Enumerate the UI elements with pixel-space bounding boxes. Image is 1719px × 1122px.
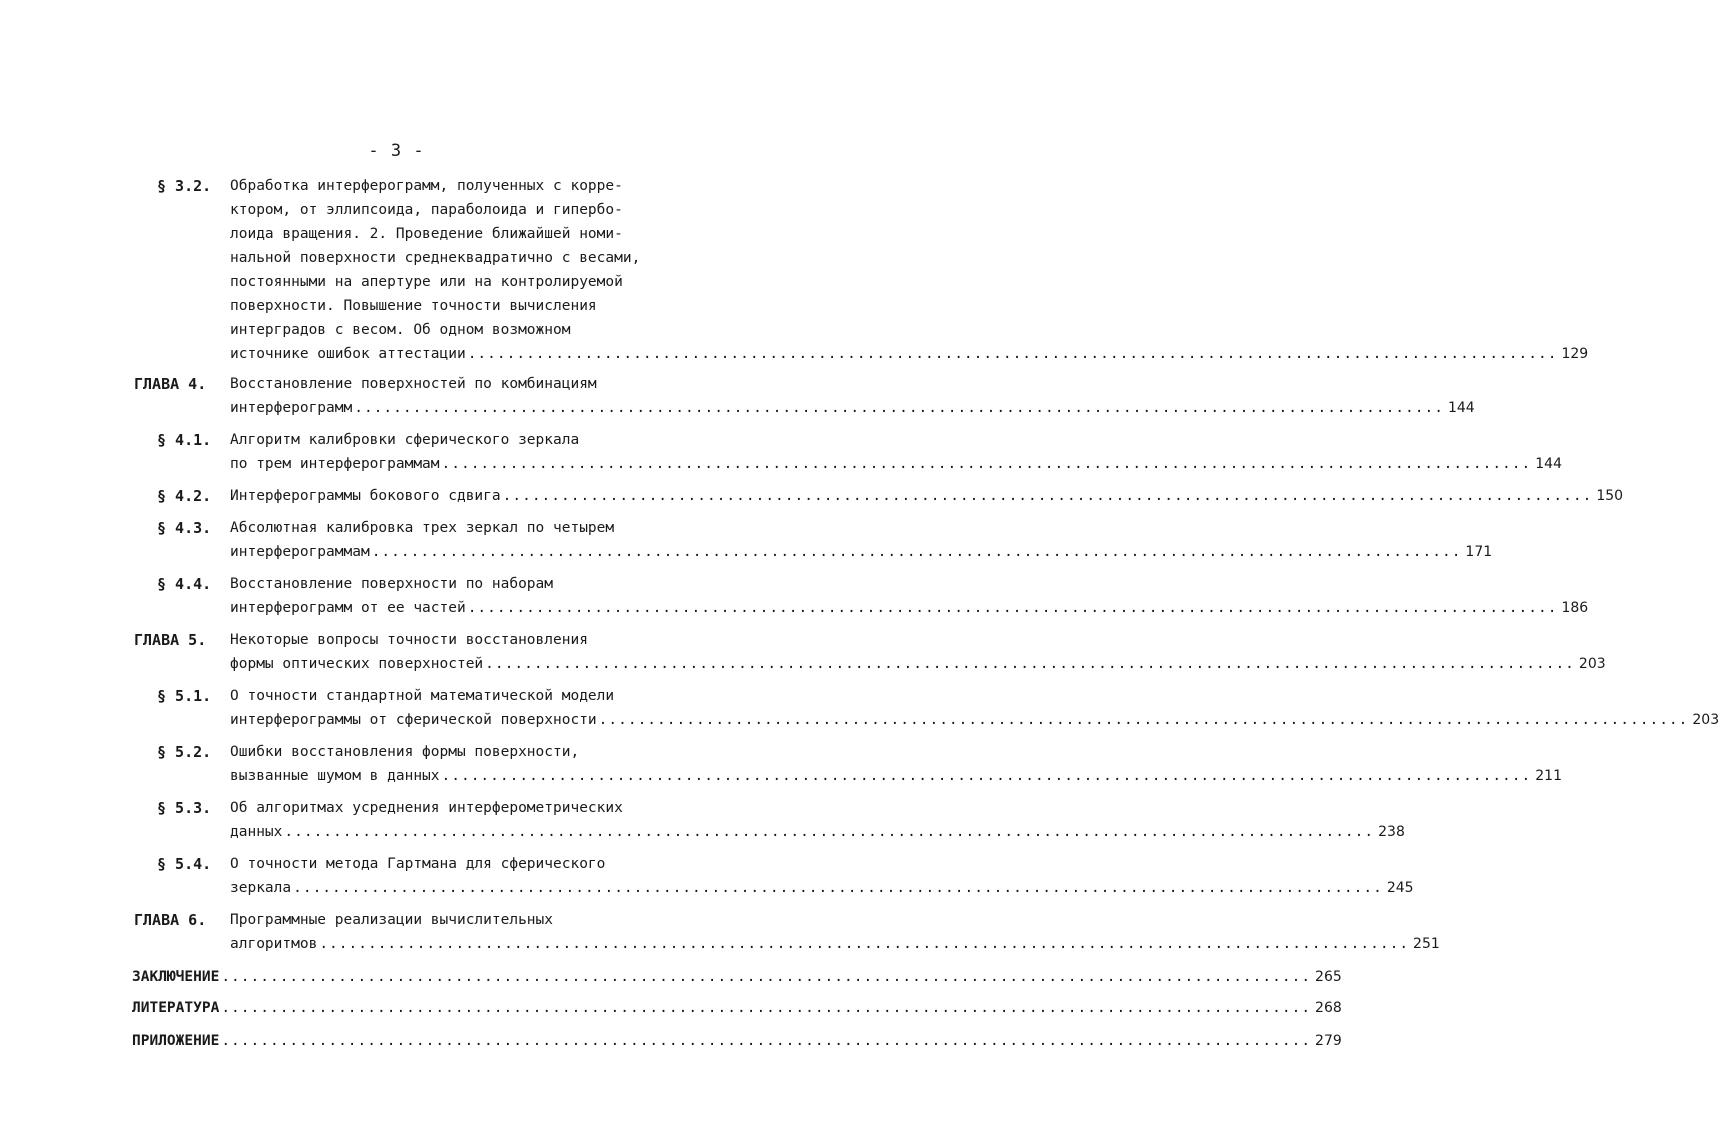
title-text: интерферограммам: [230, 544, 370, 560]
title-line: [230, 708, 1719, 732]
title-line: [230, 540, 1493, 564]
dot-leader: ................................................................................................................: [354, 400, 1444, 416]
entry-title: [230, 372, 1475, 420]
title-text: зеркала: [230, 880, 292, 896]
chapter-label: ГЛАВА 4.: [134, 375, 207, 393]
section-label: § 5.2.: [157, 743, 212, 761]
page-ref: 186: [1561, 600, 1589, 616]
title-line: Об алгоритмах усреднения интерферометрических: [230, 800, 623, 816]
entry-title: [230, 796, 1405, 844]
page-ref: 251: [1413, 936, 1440, 952]
dot-leader: ................................................................................................................: [467, 346, 1558, 362]
title-line: [230, 452, 1562, 476]
section-label: § 3.2.: [157, 177, 212, 195]
dot-leader: ................................................................................................................: [371, 544, 1462, 560]
entry-title: [230, 572, 1589, 620]
title-line: Некоторые вопросы точности восстановления: [230, 632, 588, 648]
page-ref: 279: [1315, 1033, 1342, 1049]
section-label: § 4.3.: [157, 519, 212, 537]
title-line: [230, 396, 1475, 420]
end-matter-entry: [132, 1029, 1342, 1053]
dot-leader: ................................................................................................................: [221, 1000, 1312, 1016]
end-matter-entry: [132, 965, 1342, 989]
page-ref: 238: [1378, 824, 1405, 840]
title-line: постоянными на апертуре или на контролируемой: [230, 274, 623, 290]
title-line: О точности метода Гартмана для сферического: [230, 856, 606, 872]
title-line: нальной поверхности среднеквадратично с весами,: [230, 250, 641, 266]
entry-title: [230, 852, 1414, 900]
section-label: § 4.2.: [157, 487, 212, 505]
page-ref: 268: [1315, 1000, 1342, 1016]
entry-title: [230, 628, 1606, 676]
dot-leader: ................................................................................................................: [284, 824, 1375, 840]
title-text: источнике ошибок аттестации: [230, 346, 466, 362]
title-text: интерферограммы от сферической поверхности: [230, 712, 597, 728]
entry-title: [230, 684, 1719, 732]
title-line: интерградов с весом. Об одном возможном: [230, 322, 571, 338]
dot-leader: ................................................................................................................: [598, 712, 1689, 728]
title-line: поверхности. Повышение точности вычисления: [230, 298, 597, 314]
chapter-label: ГЛАВА 5.: [134, 631, 207, 649]
section-label: § 4.4.: [157, 575, 212, 593]
page-ref: 211: [1535, 768, 1562, 784]
page-ref: 245: [1386, 880, 1414, 896]
title-text: интерферограмм: [230, 400, 353, 416]
title-text: вызванные шумом в данных: [230, 768, 440, 784]
page-ref: 203: [1578, 656, 1606, 672]
title-line: [230, 652, 1606, 676]
title-line: [230, 932, 1440, 956]
title-line: [230, 596, 1589, 620]
page-ref: 144: [1447, 400, 1475, 416]
section-label: § 5.1.: [157, 687, 212, 705]
title-line: ктором, от эллипсоида, параболоида и гипербо-: [230, 202, 623, 218]
page-number: - 3 -: [368, 141, 425, 161]
section-label: § 5.4.: [157, 855, 212, 873]
dot-leader: ................................................................................................................: [293, 880, 1383, 896]
title-line: [230, 820, 1405, 844]
end-matter-title: ЛИТЕРАТУРА: [132, 1000, 220, 1016]
title-line: Восстановление поверхности по наборам: [230, 576, 554, 592]
page-ref: 150: [1596, 488, 1624, 504]
page-ref: 171: [1465, 544, 1493, 560]
title-text: интерферограмм от ее частей: [230, 600, 466, 616]
title-text: алгоритмов: [230, 936, 318, 952]
title-line: [230, 484, 1624, 508]
title-text: Интерферограммы бокового сдвига: [230, 488, 501, 504]
dot-leader: ................................................................................................................: [319, 936, 1410, 952]
title-line: Обработка интерферограмм, полученных с корре-: [230, 178, 623, 194]
end-matter-title: ПРИЛОЖЕНИЕ: [132, 1033, 220, 1049]
title-line: Программные реализации вычислительных: [230, 912, 554, 928]
end-matter-title: ЗАКЛЮЧЕНИЕ: [132, 969, 220, 985]
title-line: [230, 876, 1414, 900]
dot-leader: ................................................................................................................: [467, 600, 1558, 616]
chapter-label: ГЛАВА 6.: [134, 911, 207, 929]
title-text: по трем интерферограммам: [230, 456, 440, 472]
dot-leader: ................................................................................................................: [221, 1033, 1312, 1049]
title-line: Абсолютная калибровка трех зеркал по четырем: [230, 520, 615, 536]
page-ref: 129: [1561, 346, 1589, 362]
title-line: Алгоритм калибровки сферического зеркала: [230, 432, 580, 448]
page-ref: 265: [1315, 969, 1342, 985]
dot-leader: ................................................................................................................: [221, 969, 1312, 985]
entry-title: [230, 516, 1493, 564]
title-line: [230, 764, 1562, 788]
entry-title: [230, 908, 1440, 956]
section-label: § 4.1.: [157, 431, 212, 449]
title-line: Восстановление поверхностей по комбинациям: [230, 376, 597, 392]
entry-title: [230, 740, 1562, 788]
entry-title: [230, 174, 1589, 366]
title-text: данных: [230, 824, 283, 840]
dot-leader: ................................................................................................................: [441, 456, 1532, 472]
page-ref: 203: [1692, 712, 1719, 728]
dot-leader: ................................................................................................................: [441, 768, 1532, 784]
end-matter-entry: [132, 996, 1342, 1020]
entry-title: [230, 484, 1624, 508]
title-line: О точности стандартной математической модели: [230, 688, 615, 704]
title-text: формы оптических поверхностей: [230, 656, 484, 672]
title-line: Ошибки восстановления формы поверхности,: [230, 744, 580, 760]
section-label: § 5.3.: [157, 799, 212, 817]
page-ref: 144: [1535, 456, 1562, 472]
title-line: лоида вращения. 2. Проведение ближайшей номи-: [230, 226, 623, 242]
entry-title: [230, 428, 1562, 476]
dot-leader: ................................................................................................................: [485, 656, 1575, 672]
title-line: [230, 342, 1589, 366]
dot-leader: ................................................................................................................: [502, 488, 1593, 504]
